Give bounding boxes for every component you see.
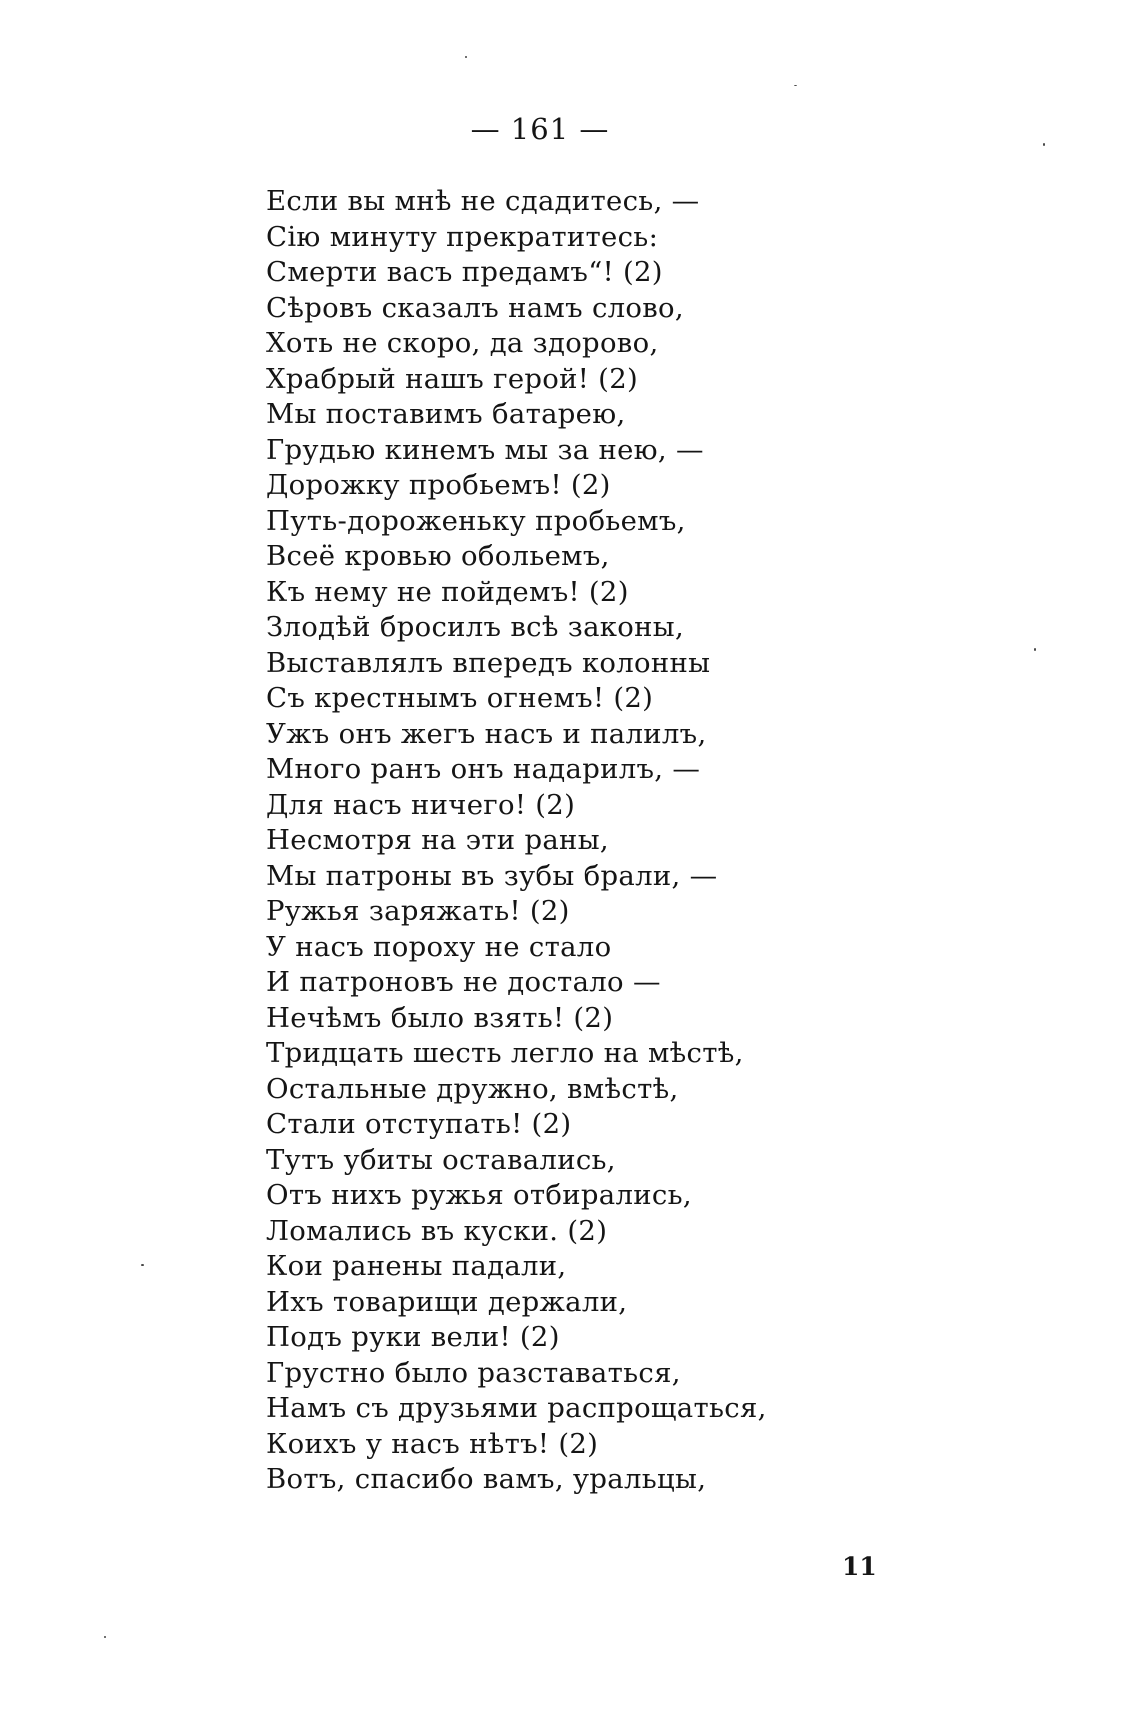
poem-line: Грустно было разставаться,	[266, 1356, 681, 1389]
page-number-header: — 161 —	[470, 112, 610, 146]
poem-line: Путь-дороженьку пробьемъ,	[266, 504, 686, 537]
scan-speck	[465, 56, 467, 58]
poem-line: Ружья заряжать! (2)	[266, 895, 570, 927]
poem-line: Стали отступать! (2)	[266, 1108, 572, 1140]
poem-line: И патроновъ не достало —	[266, 966, 661, 998]
poem-line: Храбрый нашъ герой! (2)	[266, 362, 639, 395]
poem-line: Мы поставимъ батарею,	[266, 398, 626, 430]
poem-line: Коихъ у насъ нѣтъ! (2)	[266, 1427, 599, 1460]
poem-line: Съ крестнымъ огнемъ! (2)	[266, 682, 654, 714]
poem-text	[266, 184, 1026, 1498]
poem-line: Тутъ убиты оставались,	[266, 1143, 616, 1176]
poem-line: У насъ пороху не стало	[266, 930, 612, 963]
scan-speck	[1034, 648, 1036, 651]
poem-line: Для насъ ничего! (2)	[266, 788, 576, 821]
poem-line: Всеё кровью обольемъ,	[266, 540, 610, 572]
poem-line: Злодѣй бросилъ всѣ законы,	[266, 611, 685, 643]
scan-speck	[794, 85, 797, 86]
poem-line: Ужъ онъ жегъ насъ и палилъ,	[266, 717, 707, 750]
poem-line: Выставлялъ впередъ колонны	[266, 646, 711, 679]
poem-line: Мы патроны въ зубы брали, —	[266, 859, 718, 892]
poem-line: Отъ нихъ ружья отбирались,	[266, 1179, 692, 1211]
poem-line: Много ранъ онъ надарилъ, —	[266, 753, 701, 785]
signature-mark: 11	[842, 1552, 877, 1581]
poem-line: Къ нему не пойдемъ! (2)	[266, 575, 629, 608]
poem-line: Грудью кинемъ мы за нею, —	[266, 433, 704, 466]
poem-line: Тридцать шесть легло на мѣстѣ,	[266, 1037, 744, 1069]
poem-line: Ломались въ куски. (2)	[266, 1214, 608, 1247]
scan-speck	[1043, 143, 1045, 146]
poem-line: Ихъ товарищи держали,	[266, 1285, 628, 1318]
scan-speck	[104, 1636, 106, 1638]
poem-line: Несмотря на эти раны,	[266, 824, 609, 856]
poem-line: Сѣровъ сказалъ намъ слово,	[266, 291, 684, 324]
poem-line: Подъ руки вели! (2)	[266, 1321, 560, 1353]
poem-line: Хоть не скоро, да здорово,	[266, 327, 659, 359]
poem-line: Кои ранены падали,	[266, 1250, 567, 1282]
poem-line: Нечѣмъ было взять! (2)	[266, 1001, 614, 1034]
poem-line: Смерти васъ предамъ“! (2)	[266, 256, 663, 288]
poem-line: Сію минуту прекратитесь:	[266, 220, 659, 253]
poem-line: Остальные дружно, вмѣстѣ,	[266, 1072, 679, 1105]
poem-line: Дорожку пробьемъ! (2)	[266, 469, 611, 501]
scan-speck	[141, 1264, 144, 1266]
poem-line: Вотъ, спасибо вамъ, уральцы,	[266, 1463, 707, 1495]
poem-line: Намъ съ друзьями распрощаться,	[266, 1392, 767, 1424]
poem-line: Если вы мнѣ не сдадитесь, —	[266, 185, 700, 217]
